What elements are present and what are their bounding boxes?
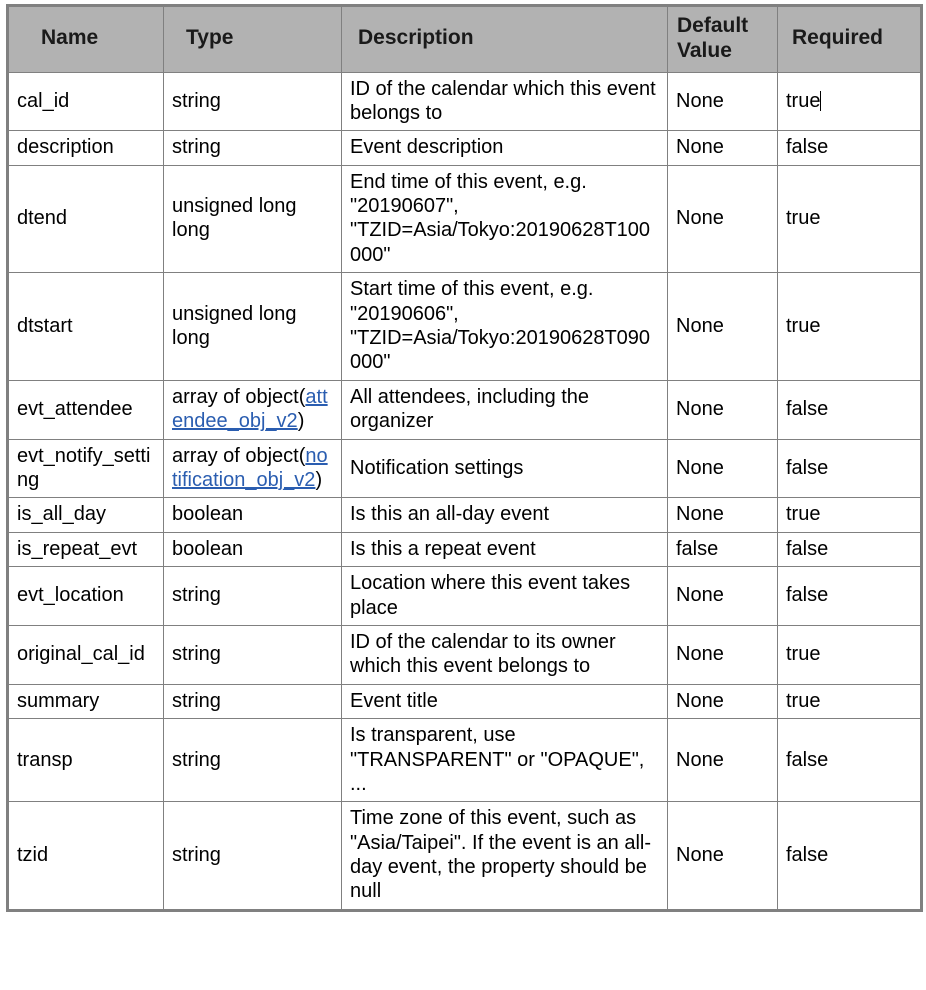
cell-required[interactable]: true (778, 684, 922, 718)
cell-required[interactable]: true (778, 165, 922, 273)
cell-property-type[interactable]: string (164, 625, 342, 684)
cell-property-type[interactable]: string (164, 72, 342, 131)
cell-default-value[interactable]: None (668, 131, 778, 165)
cell-property-type[interactable]: string (164, 131, 342, 165)
table-row (8, 273, 922, 381)
cell-property-description[interactable]: All attendees, including the organizer (342, 380, 668, 439)
cell-default-value[interactable]: false (668, 532, 778, 566)
cell-property-type[interactable]: array of object(notification_obj_v2) (164, 439, 342, 498)
cell-property-type[interactable]: string (164, 719, 342, 802)
cell-property-name[interactable]: summary (8, 684, 164, 718)
text-cursor-caret (820, 91, 821, 111)
cell-required[interactable] (778, 72, 922, 131)
cell-property-name[interactable]: is_repeat_evt (8, 532, 164, 566)
cell-property-name[interactable]: dtstart (8, 273, 164, 381)
cell-property-name[interactable]: is_all_day (8, 498, 164, 532)
cell-property-name[interactable]: original_cal_id (8, 625, 164, 684)
cell-property-name[interactable]: tzid (8, 802, 164, 911)
cell-required[interactable]: false (778, 802, 922, 911)
cell-required[interactable]: true (778, 498, 922, 532)
table-row (8, 802, 922, 911)
table-row (8, 439, 922, 498)
table-row (8, 625, 922, 684)
cell-property-type[interactable]: string (164, 567, 342, 626)
cell-default-value[interactable]: None (668, 684, 778, 718)
table-row (8, 498, 922, 532)
table-body (8, 72, 922, 910)
cell-required[interactable]: true (778, 273, 922, 381)
table-row (8, 72, 922, 131)
cell-property-description[interactable]: Is this an all-day event (342, 498, 668, 532)
cell-property-name[interactable]: evt_location (8, 567, 164, 626)
cell-property-type[interactable]: array of object(attendee_obj_v2) (164, 380, 342, 439)
table-row (8, 131, 922, 165)
cell-property-description[interactable]: Time zone of this event, such as "Asia/Taipei". If the event is an all-day event, the property should be null (342, 802, 668, 911)
cell-required[interactable]: false (778, 439, 922, 498)
cell-required[interactable]: false (778, 380, 922, 439)
cell-default-value[interactable]: None (668, 567, 778, 626)
cell-property-type[interactable]: boolean (164, 532, 342, 566)
cell-property-description[interactable]: Notification settings (342, 439, 668, 498)
cell-default-value[interactable]: None (668, 719, 778, 802)
cell-default-value[interactable]: None (668, 439, 778, 498)
type-object-link[interactable]: notification_obj_v2 (172, 444, 328, 491)
cell-default-value[interactable]: None (668, 380, 778, 439)
cell-required[interactable]: false (778, 567, 922, 626)
cell-property-name[interactable]: evt_notify_setting (8, 439, 164, 498)
cell-required[interactable]: false (778, 131, 922, 165)
column-header-default-value (668, 6, 778, 73)
cell-property-name[interactable]: evt_attendee (8, 380, 164, 439)
cell-property-description[interactable]: ID of the calendar to its owner which this event belongs to (342, 625, 668, 684)
cell-default-value[interactable]: None (668, 273, 778, 381)
column-header-type: Type (164, 6, 342, 73)
table-row (8, 567, 922, 626)
cell-default-value[interactable]: None (668, 625, 778, 684)
column-header-name: Name (8, 6, 164, 73)
cell-property-name[interactable]: dtend (8, 165, 164, 273)
table-header-row (8, 6, 922, 73)
required-value-text: true (786, 89, 821, 112)
cell-property-type[interactable]: unsigned long long (164, 165, 342, 273)
cell-property-description[interactable]: Is this a repeat event (342, 532, 668, 566)
cell-default-value[interactable]: None (668, 72, 778, 131)
cell-property-type[interactable]: unsigned long long (164, 273, 342, 381)
default-value-line2: Value (677, 38, 732, 62)
cell-property-type[interactable]: boolean (164, 498, 342, 532)
cell-property-name[interactable]: description (8, 131, 164, 165)
cell-property-description[interactable]: ID of the calendar which this event belongs to (342, 72, 668, 131)
cell-property-description[interactable]: Event title (342, 684, 668, 718)
cell-required[interactable]: false (778, 532, 922, 566)
cell-required[interactable]: true (778, 625, 922, 684)
column-header-description: Description (342, 6, 668, 73)
cell-property-description[interactable]: Start time of this event, e.g. "20190606", "TZID=Asia/Tokyo:20190628T090000" (342, 273, 668, 381)
cell-property-description[interactable]: Is transparent, use "TRANSPARENT" or "OPAQUE", ... (342, 719, 668, 802)
cell-default-value[interactable]: None (668, 802, 778, 911)
cell-property-name[interactable]: cal_id (8, 72, 164, 131)
cell-property-type[interactable]: string (164, 802, 342, 911)
cell-property-description[interactable]: Event description (342, 131, 668, 165)
table-row (8, 532, 922, 566)
default-value-line1: Default (677, 14, 749, 37)
column-header-required: Required (778, 6, 922, 73)
table-header (8, 6, 922, 73)
table-row (8, 684, 922, 718)
cell-property-description[interactable]: End time of this event, e.g. "20190607", "TZID=Asia/Tokyo:20190628T100000" (342, 165, 668, 273)
table-row (8, 719, 922, 802)
table-row (8, 380, 922, 439)
cell-default-value[interactable]: None (668, 498, 778, 532)
event-object-properties-table (6, 4, 923, 912)
cell-default-value[interactable]: None (668, 165, 778, 273)
cell-property-name[interactable]: transp (8, 719, 164, 802)
cell-property-description[interactable]: Location where this event takes place (342, 567, 668, 626)
type-object-link[interactable]: attendee_obj_v2 (172, 385, 328, 433)
cell-required[interactable]: false (778, 719, 922, 802)
cell-property-type[interactable]: string (164, 684, 342, 718)
table-row (8, 165, 922, 273)
